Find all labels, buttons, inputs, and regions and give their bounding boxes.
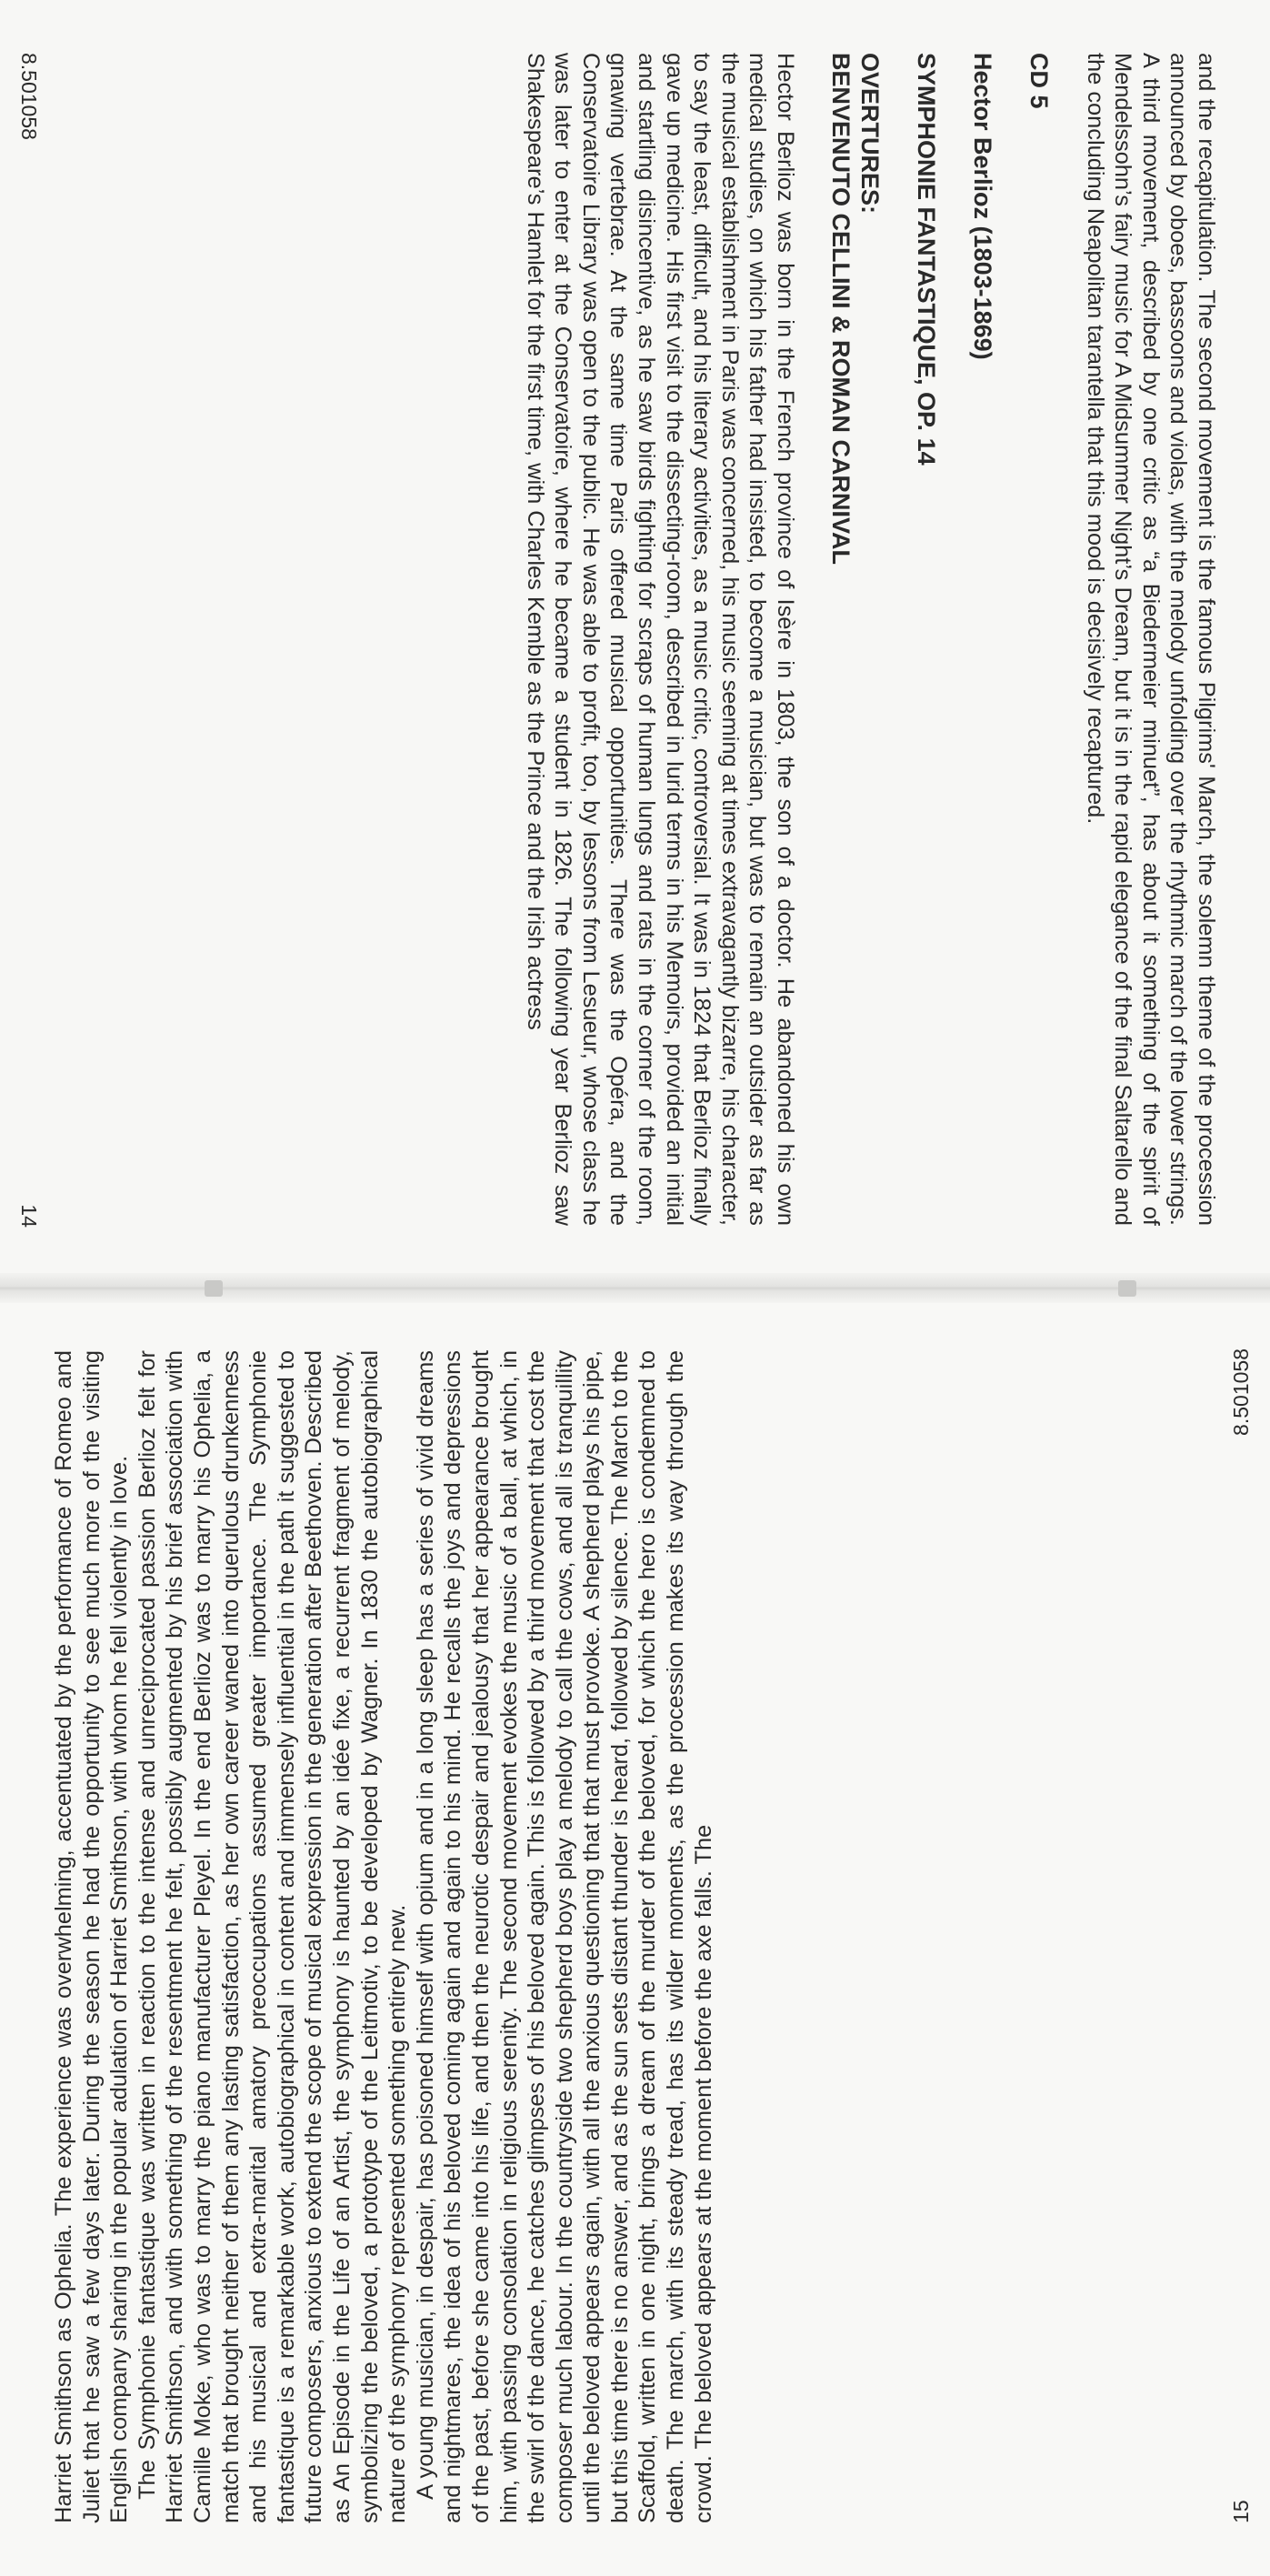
overtures-heading: OVERTURES: bbox=[856, 53, 885, 215]
overture-titles-heading: BENVENUTO CELLINI & ROMAN CARNIVAL bbox=[827, 53, 855, 566]
body-paragraph: Hector Berlioz was born in the French province of Isère in 1803, the son of a doctor. He abandoned his own medical studies, on which his father had insisted, to become a musician, but was to remain an outsider as far as the musical establishment in Paris was concerned, his music seeming at times extravagantly bizarre, his character, to say the least, difficult, and his literary activities, as a music critic, controversial. It was in 1824 that Berlioz finally gave up medicine. His first visit to the dissecting-room, described in lurid terms in his Memoirs, provided an initial and startling disincentive, as he saw birds fighting for scraps of human lungs and rats in the corner of the room, gnawing vertebrae. At the same time Paris offered musical opportunities. There was the Opéra, and the Conservatoire Library was open to the public. He was able to profit, too, by lessons from Lesueur, whose class he was later to enter at the Conservatoire, where he became a student in 1826. The following year Berlioz saw Shakespeare’s Hamlet for the first time, with Charles Kemble as the Prince and the Irish actress bbox=[522, 53, 799, 1226]
page-15-content bbox=[0, 1303, 1270, 2576]
body-paragraph: A young musician, in despair, has poisoned himself with opium and in a long sleep has a series of vivid dreams and nightmares, the idea of his beloved coming again and again to his mind. He recalls the joys and depressions of the past, before she came into his life, and then the neurotic despair and jealousy that her appearance brought him, with passing consolation in religious serenity. The second movement evokes the music of a ball, at which, in the swirl of the dance, he catches glimpses of his beloved again. This is followed by a third movement that cost the composer much labour. In the countryside two shepherd boys play a melody to call the cows, and all is tranquillity until the beloved appears again, with all the anxious questioning that that must provoke. A shepherd plays his pipe, but this time there is no answer, and as the sun sets distant thunder is heard, followed by silence. The March to the Scaffold, written in one night, brings a dream of the murder of the beloved, for which the hero is condemned to death. The march, with its steady tread, has its wilder moments, as the procession makes its way through the crowd. The beloved appears at the moment before the axe falls. The bbox=[412, 1350, 716, 2523]
section-heading bbox=[826, 53, 1054, 1226]
page-15 bbox=[0, 1303, 1270, 2576]
body-paragraph: The Symphonie fantastique was written in reaction to the intense and unreciprocated passion Berlioz felt for Harriet Smithson, and with something of the resentment he felt, possibly augmented by his brief association with Camille Moke, who was to marry the piano manufacturer Pleyel. In the end Berlioz was to marry his Ophelia, a match that brought neither of them any lasting satisfaction, as her own career waned into querulous drunkenness and his musical and extra-marital amatory preoccupations assumed greater importance. The Symphonie fantastique is a remarkable work, autobiographical in content and immensely influential in the path it suggested to future composers, anxious to extend the scope of musical expression in the generation after Beethoven. Described as An Episode in the Life of an Artist, the symphony is haunted by an idée fixe, a recurrent fragment of melody, symbolizing the beloved, a prototype of the Leitmotiv, to be developed by Wagner. In 1830 the autobiographical nature of the symphony represented something entirely new. bbox=[134, 1350, 411, 2523]
composer-heading: Hector Berlioz (1803-1869) bbox=[969, 53, 997, 360]
page-15-footer bbox=[1228, 1348, 1254, 2523]
page-14-column bbox=[55, 53, 1220, 1226]
booklet-fold bbox=[0, 1273, 1270, 1303]
page-15-column bbox=[50, 1350, 1215, 2523]
page-14 bbox=[0, 0, 1270, 1273]
work-heading: SYMPHONIE FANTASTIQUE, OP. 14 bbox=[913, 53, 941, 466]
catalog-number: 8.501058 bbox=[17, 53, 41, 140]
page-number: 15 bbox=[1229, 2500, 1253, 2523]
catalog-number: 8.501058 bbox=[1229, 1348, 1253, 1436]
body-paragraph: Harriet Smithson as Ophelia. The experience was overwhelming, accentuated by the performance of Romeo and Juliet that he saw a few days later. During the season he had the opportunity to see much more of the visiting English company sharing in the popular adulation of Harriet Smithson, with whom he fell violently in love. bbox=[51, 1350, 133, 2523]
cd-heading: CD 5 bbox=[1025, 53, 1054, 109]
staple-icon bbox=[1118, 1280, 1136, 1297]
page-14-content bbox=[0, 0, 1270, 1273]
page-number: 14 bbox=[17, 1204, 41, 1228]
body-paragraph: and the recapitulation. The second movement is the famous Pilgrims' March, the solemn theme of the procession announced by oboes, bassoons and violas, with the melody unfolding over the rhythmic march of the lower strings. A third movement, described by one critic as “a Biedermeier minuet”, has about it something of the spirit of Mendelssohn’s fairy music for A Midsummer Night’s Dream, but it is in the rapid elegance of the final Saltarello and the concluding Neapolitan tarantella that this mood is decisively recaptured. bbox=[1082, 53, 1219, 1226]
staple-icon bbox=[205, 1280, 223, 1297]
page-14-footer bbox=[16, 53, 42, 1228]
